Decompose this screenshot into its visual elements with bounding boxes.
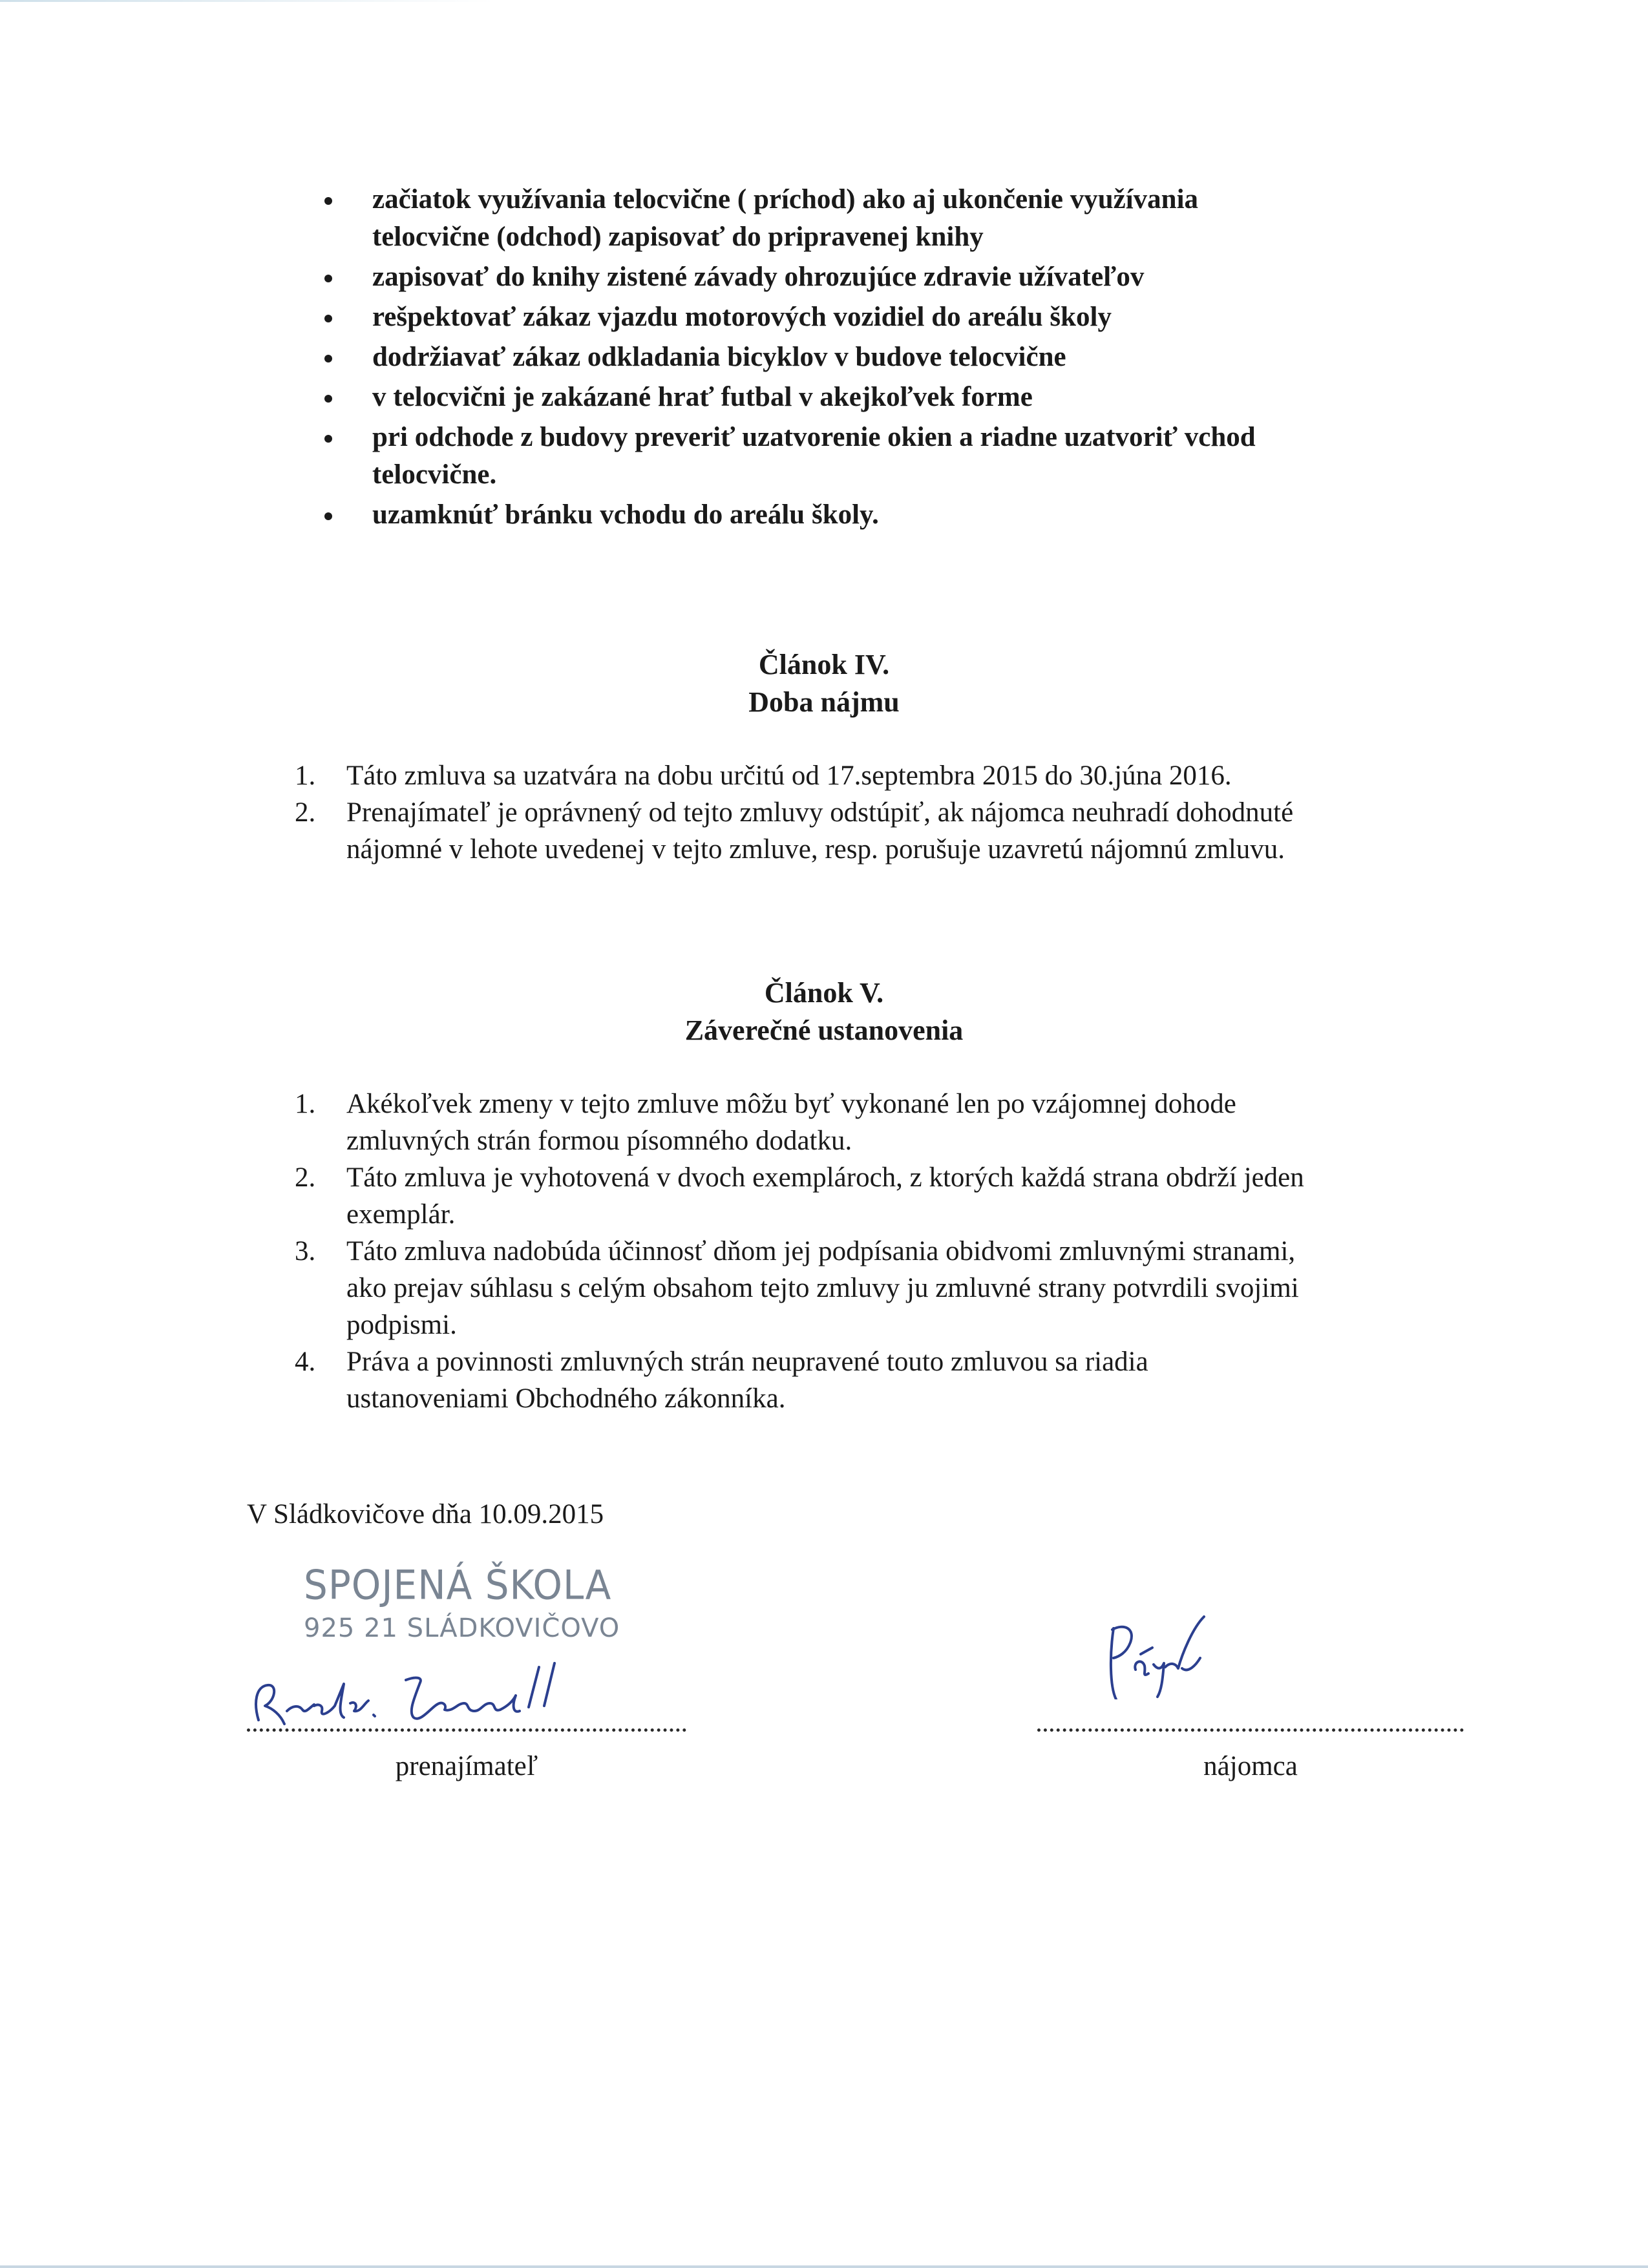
- article-5-heading: [0, 974, 1648, 1049]
- item-text-line: exemplár.: [346, 1199, 456, 1230]
- rule-bullet-line: zapisovať do knihy zistené závady ohrozujúce zdravie užívateľov: [372, 262, 1145, 292]
- rule-bullet-line: telocvične (odchod) zapisovať do pripravenej knihy: [372, 222, 984, 252]
- rule-bullet-line: telocvične.: [372, 459, 497, 490]
- rule-bullet-line: dodržiavať zákaz odkladania bicyklov v budove telocvične: [372, 342, 1066, 372]
- item-number: 2.: [295, 797, 316, 828]
- landlord-caption: prenajímateľ: [395, 1751, 538, 1781]
- item-text-line: podpismi.: [346, 1310, 457, 1340]
- tenant-caption: nájomca: [1203, 1751, 1298, 1781]
- article-5-title: Článok V.: [764, 977, 884, 1009]
- numbered-item: [284, 1086, 1499, 1159]
- item-text-line: ustanoveniami Obchodného zákonníka.: [346, 1383, 786, 1414]
- scan-edge-bottom: [0, 2265, 1648, 2268]
- rule-bullet-line: v telocvični je zakázané hrať futbal v akejkoľvek forme: [372, 382, 1033, 412]
- item-number: 1.: [295, 761, 316, 791]
- item-number: 2.: [295, 1162, 316, 1193]
- numbered-item: [284, 1159, 1499, 1233]
- numbered-item: [284, 794, 1499, 868]
- item-text-line: Prenajímateľ je oprávnený od tejto zmluvy odstúpiť, ak nájomca neuhradí dohodnuté: [346, 797, 1294, 828]
- stamp-line-1: SPOJENÁ ŠKOLA: [304, 1561, 612, 1609]
- item-text-line: Akékoľvek zmeny v tejto zmluve môžu byť vykonané len po vzájomnej dohode: [346, 1089, 1236, 1119]
- rule-bullet-line: rešpektovať zákaz vjazdu motorových vozidiel do areálu školy: [372, 302, 1112, 332]
- scan-edge-top: [0, 0, 1648, 2]
- item-text-line: Práva a povinnosti zmluvných strán neupravené touto zmluvou sa riadia: [346, 1347, 1148, 1377]
- item-text-line: zmluvných strán formou písomného dodatku.: [346, 1126, 852, 1156]
- place-and-date: V Sládkovičove dňa 10.09.2015: [247, 1499, 604, 1529]
- tenant-signature-line: [1037, 1728, 1464, 1732]
- rules-bullet-list: [317, 181, 1493, 536]
- rule-bullet-item: [317, 496, 1493, 534]
- item-text-line: Táto zmluva sa uzatvára na dobu určitú od 17.septembra 2015 do 30.júna 2016.: [346, 761, 1232, 791]
- numbered-item: [284, 757, 1499, 794]
- rule-bullet-item: [317, 379, 1493, 416]
- rule-bullet-line: začiatok využívania telocvične ( príchod) ako aj ukončenie využívania: [372, 184, 1199, 215]
- rule-bullet-item: [317, 419, 1493, 494]
- article-4-heading: [0, 646, 1648, 721]
- item-text-line: nájomné v lehote uvedenej v tejto zmluve, resp. porušuje uzavretú nájomnú zmluvu.: [346, 834, 1285, 865]
- rule-bullet-line: uzamknúť bránku vchodu do areálu školy.: [372, 499, 879, 530]
- stamp-line-2: 925 21 SLÁDKOVIČOVO: [304, 1613, 620, 1643]
- item-number: 4.: [295, 1347, 316, 1377]
- article-4-list: [284, 757, 1499, 868]
- numbered-item: [284, 1233, 1499, 1343]
- landlord-signature: [247, 1641, 686, 1738]
- item-text-line: ako prejav súhlasu s celým obsahom tejto zmluvy ju zmluvné strany potvrdili svojimi: [346, 1273, 1299, 1303]
- tenant-signature: [1037, 1602, 1464, 1699]
- item-text-line: Táto zmluva nadobúda účinnosť dňom jej podpísania obidvomi zmluvnými stranami,: [346, 1236, 1296, 1266]
- rule-bullet-item: [317, 258, 1493, 296]
- article-4-subtitle: Doba nájmu: [748, 686, 900, 718]
- article-4-title: Článok IV.: [758, 649, 890, 680]
- numbered-item: [284, 1343, 1499, 1417]
- rule-bullet-item: [317, 299, 1493, 336]
- article-5-subtitle: Záverečné ustanovenia: [684, 1014, 964, 1046]
- rule-bullet-item: [317, 339, 1493, 376]
- article-5-list: [284, 1086, 1499, 1417]
- school-stamp: [304, 1560, 620, 1647]
- item-number: 1.: [295, 1089, 316, 1119]
- landlord-signature-line: [247, 1728, 686, 1732]
- item-text-line: Táto zmluva je vyhotovená v dvoch exemplároch, z ktorých každá strana obdrží jeden: [346, 1162, 1304, 1193]
- item-number: 3.: [295, 1236, 316, 1266]
- rule-bullet-item: [317, 181, 1493, 256]
- rule-bullet-line: pri odchode z budovy preveriť uzatvorenie okien a riadne uzatvoriť vchod: [372, 422, 1256, 452]
